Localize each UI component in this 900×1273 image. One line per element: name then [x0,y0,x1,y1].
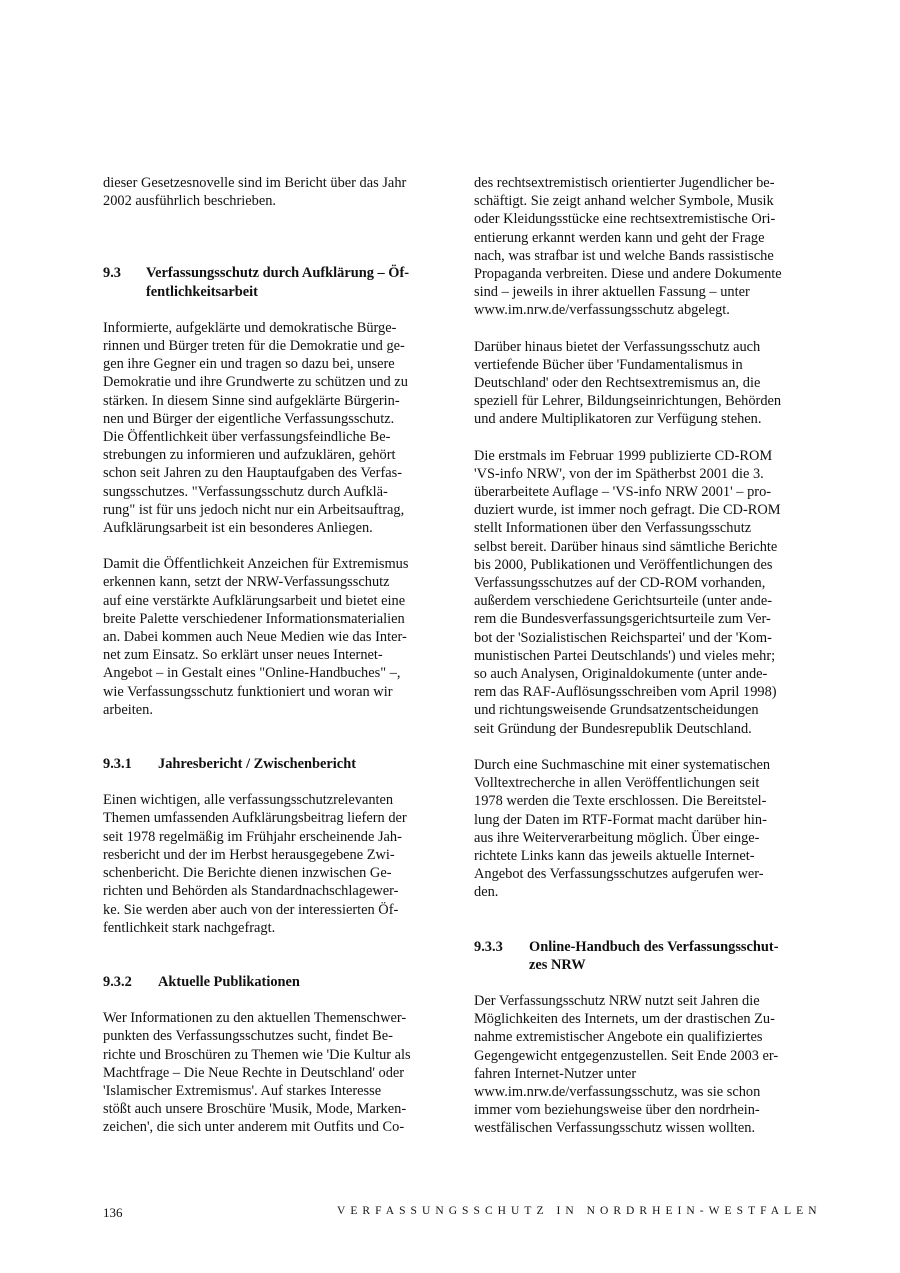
text-line: auf eine verstärkte Aufklärungsarbeit und bietet eine [103,592,406,609]
text-line: www.im.nrw.de/verfassungsschutz, was sie schon [474,1083,761,1100]
text-line: munistischen Partei Deutschlands') und vieles mehr; [474,647,776,664]
text-line: richtete Links kann das jeweils aktuelle Internet- [474,847,755,864]
section-heading-9-3 [103,264,425,300]
text-line: sind – jeweils in ihrer aktuellen Fassung – unter [474,284,750,301]
text-line: fentlichkeit stark nachgefragt. [103,919,276,936]
text-line: dieser Gesetzesnovelle sind im Bericht über das Jahr [103,175,407,191]
text-line: richten und Behörden als Standardnachschlagewer- [103,883,399,900]
text-line: Jahresbericht / Zwischenbericht [158,756,356,773]
text-line: seit 1978 regelmäßig im Frühjahr erscheinende Jah- [103,828,402,845]
text-line: sungsschutzes. "Verfassungsschutz durch Aufklä- [103,483,388,500]
text-line: duziert wurde, ist immer noch gefragt. Die CD-ROM [474,502,781,519]
text-line: Machtfrage – Die Neue Rechte in Deutschland' oder [103,1064,405,1081]
text-line: speziell für Lehrer, Bildungseinrichtungen, Behörden [474,393,782,410]
text-line: außerdem verschiedene Gerichtsurteile (unter ande- [474,593,773,610]
text-line: stärken. In diesem Sinne sind aufgeklärte Bürgerin- [103,392,400,409]
text-line: Deutschland' oder den Rechtsextremismus an, die [474,375,761,392]
section-title [146,264,425,300]
text-line: arbeiten. [103,701,153,718]
paragraph [103,174,425,210]
text-line: vertiefende Bücher über 'Fundamentalismus in [474,356,743,373]
text-line: erkennen kann, setzt der NRW-Verfassungsschutz [103,574,390,591]
text-line: wie Verfassungsschutz funktioniert und woran wir [103,683,393,700]
section-title [529,938,798,974]
text-line: zeichen', die sich unter anderem mit Outfits und Co- [103,1119,405,1136]
text-line: Angebot des Verfassungsschutzes aufgerufen wer- [474,866,764,883]
running-title: VERFASSUNGSSCHUTZ IN NORDRHEIN-WESTFALEN [337,1205,822,1217]
right-column [474,174,798,1138]
paragraph [474,174,798,320]
text-line: den. [474,884,499,901]
text-line: Demokratie und ihre Grundwerte zu schützen und zu [103,374,408,391]
text-line: Damit die Öffentlichkeit Anzeichen für Extremismus [103,556,409,573]
text-line: Propaganda verbreiten. Diese und andere Dokumente [474,266,782,283]
text-line: strebungen zu informieren und aufzuklären, gehört [103,447,396,464]
text-line: breite Palette verschiedener Informationsmaterialien [103,610,405,627]
paragraph [103,555,425,719]
section-heading-9-3-2 [103,973,425,991]
paragraph [103,1009,425,1136]
text-line: Informierte, aufgeklärte und demokratische Bürge- [103,319,397,336]
text-line: so auch Analysen, Originaldokumente (unter ande- [474,666,768,683]
text-line: zes NRW [529,956,586,973]
text-line: net zum Einsatz. So erklärt unser neues Internet- [103,647,383,664]
text-line: des rechtsextremistisch orientierter Jugendlicher be- [474,175,775,191]
text-line: Online-Handbuch des Verfassungsschut- [529,938,779,955]
section-title [158,973,425,991]
text-line: rinnen und Bürger treten für die Demokratie und ge- [103,338,405,355]
text-line: Wer Informationen zu den aktuellen Themenschwer- [103,1010,407,1027]
text-line: Der Verfassungsschutz NRW nutzt seit Jahren die [474,992,760,1009]
text-line: 2002 ausführlich beschrieben. [103,193,277,210]
page-number: 136 [103,1205,123,1220]
text-line: bis 2000, Publikationen und Veröffentlichungen des [474,556,773,573]
paragraph [103,319,425,537]
left-column [103,174,425,1137]
text-line: 'Islamischer Extremismus'. Auf starkes Interesse [103,1082,382,1099]
paragraph [474,756,798,902]
text-line: ke. Sie werden aber auch von der interessierten Öf- [103,901,399,918]
section-number: 9.3.2 [103,973,132,990]
text-line: an. Dabei kommen auch Neue Medien wie das Inter- [103,629,407,646]
paragraph [474,338,798,429]
text-line: stößt auch unsere Broschüre 'Musik, Mode, Marken- [103,1101,407,1118]
text-line: Die erstmals im Februar 1999 publizierte CD-ROM [474,447,773,464]
text-line: selbst bereit. Darüber hinaus sind sämtliche Berichte [474,538,778,555]
section-heading-9-3-1 [103,755,425,773]
text-line: Möglichkeiten des Internets, um der drastischen Zu- [474,1011,775,1028]
paragraph [474,447,798,738]
text-line: seit Gründung der Bundesrepublik Deutschland. [474,720,752,737]
text-line: rem die Bundesverfassungsgerichtsurteile zum Ver- [474,611,771,628]
text-line: Darüber hinaus bietet der Verfassungsschutz auch [474,338,761,355]
text-line: schon seit Jahren zu den Hauptaufgaben des Verfas- [103,465,403,482]
text-line: Verfassungsschutzes auf der CD-ROM vorhanden, [474,575,766,592]
text-line: www.im.nrw.de/verfassungsschutz abgelegt. [474,302,730,319]
text-line: richte und Broschüren zu Themen wie 'Die Kultur als [103,1046,411,1063]
text-line: immer vom beziehungsweise über den nordrhein- [474,1102,760,1119]
text-line: resbericht und der im Herbst herausgegebene Zwi- [103,846,395,863]
text-line: 'VS-info NRW', von der im Spätherbst 2001 die 3. [474,465,764,482]
text-line: Gegengewicht entgegenzustellen. Seit Ende 2003 er- [474,1047,779,1064]
text-line: lung der Daten im RTF-Format macht darüber hin- [474,811,767,828]
text-line: oder Kleidungsstücke eine rechtsextremistische Ori- [474,211,776,228]
text-line: rung" ist für uns jedoch nicht nur ein Arbeitsauftrag, [103,501,405,518]
text-line: schenbericht. Die Berichte dienen inzwischen Ge- [103,865,392,882]
paragraph [103,791,425,937]
text-line: Aufklärungsarbeit ist ein besonderes Anliegen. [103,520,373,537]
text-line: Aktuelle Publikationen [158,973,300,990]
text-line: 1978 werden die Texte erschlossen. Die Bereitstel- [474,793,767,810]
text-line: nen und Bürger der eigentliche Verfassungsschutz. [103,410,395,427]
text-line: nach, was strafbar ist und welche Bands rassistische [474,247,774,264]
text-line: entierung erkannt werden kann und geht der Frage [474,229,765,246]
section-number: 9.3.1 [103,756,132,773]
text-line: fahren Internet-Nutzer unter [474,1065,637,1082]
paragraph [474,992,798,1138]
text-line: Die Öffentlichkeit über verfassungsfeindliche Be- [103,429,391,446]
text-line: rem das RAF-Auflösungsschreiben vom April 1998) [474,684,777,701]
section-number: 9.3.3 [474,938,503,955]
text-line: und andere Multiplikatoren zur Verfügung stehen. [474,411,762,428]
text-line: Durch eine Suchmaschine mit einer systematischen [474,756,771,773]
text-line: Angebot – in Gestalt eines "Online-Handbuches" –, [103,665,401,682]
text-line: Einen wichtigen, alle verfassungsschutzrelevanten [103,792,394,809]
text-line: und richtungsweisende Grundsatzentscheidungen [474,702,759,719]
section-number: 9.3 [103,265,121,282]
text-line: westfälischen Verfassungsschutz wissen wollten. [474,1120,756,1137]
text-line: bot der 'Sozialistischen Reichspartei' und der 'Kom- [474,629,772,646]
text-line: punkten des Verfassungsschutzes sucht, findet Be- [103,1028,393,1045]
text-line: stellt Informationen über den Verfassungsschutz [474,520,752,537]
section-title [158,755,425,773]
text-line: Volltextrecherche in allen Veröffentlichungen seit [474,775,760,792]
text-line: Verfassungsschutz durch Aufklärung – Öf- [146,265,410,282]
section-heading-9-3-3 [474,938,798,974]
text-line: aus ihre Weiterverarbeitung möglich. Über einge- [474,829,760,846]
text-line: schäftigt. Sie zeigt anhand welcher Symbole, Musik [474,193,774,210]
text-line: nahme extremistischer Angebote ein qualifiziertes [474,1029,763,1046]
text-line: überarbeitete Auflage – 'VS-info NRW 2001' – pro- [474,484,772,501]
text-line: Themen umfassenden Aufklärungsbeitrag liefern der [103,810,407,827]
text-line: gen ihre Gegner ein und tragen so dazu bei, unsere [103,356,395,373]
text-line: fentlichkeitsarbeit [146,283,258,300]
